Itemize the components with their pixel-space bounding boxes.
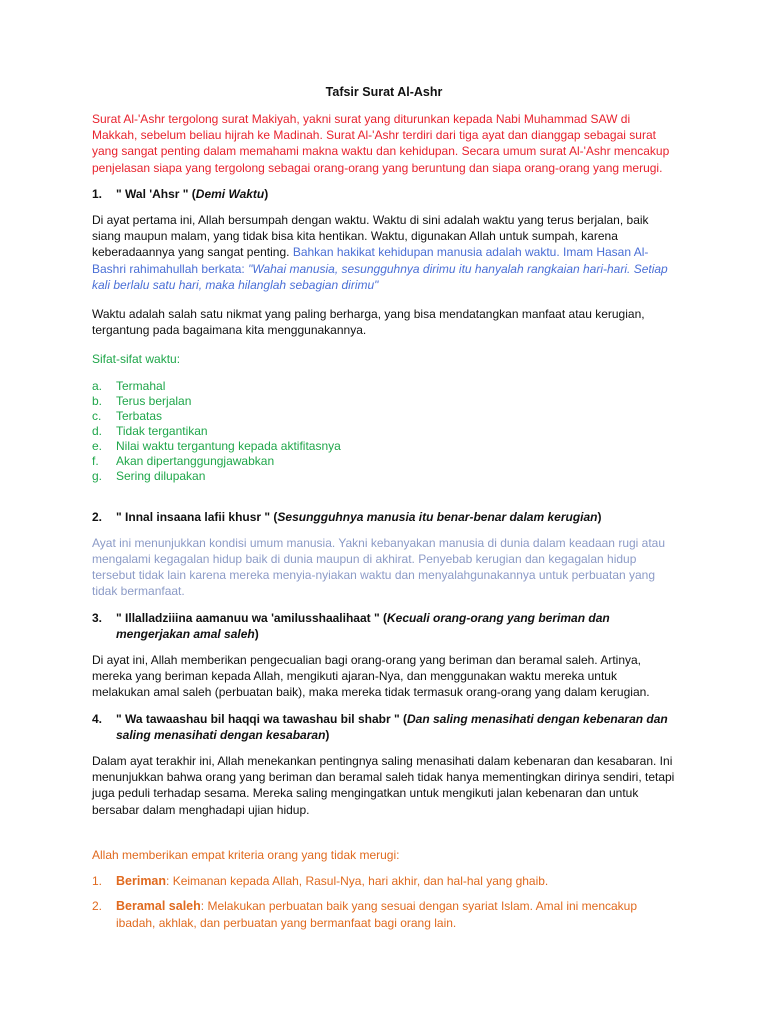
list-item: g. Sering dilupakan bbox=[92, 468, 206, 483]
list-item: 2. Beramal saleh: Melakukan perbuatan baik yang sesuai dengan syariat Islam. Amal ini mencakup ibadah, akhlak, dan perbuatan yang bermanfaat bagi orang lain. bbox=[92, 899, 638, 930]
verse-2-explanation: Ayat ini menunjukkan kondisi umum manusia. Yakni kebanyakan manusia di dunia dalam keadaan rugi atau mengalami kegagalan hidup baik di dunia maupun di akhirat. Penyebab kerugian dan kegagalan hidup tersebut tidak lain karena mereka menyia-nyiakan waktu dan menyalahgunakannya untuk perbuatan yang tidak bermanfaat. bbox=[92, 535, 666, 599]
intro-paragraph: Surat Al-'Ashr tergolong surat Makiyah, yakni surat yang diturunkan kepada Nabi Muhammad SAW di Makkah, sebelum beliau hijrah ke Madinah. Surat Al-'Ashr terdiri dari tiga ayat dan dianggap sebagai surat yang sangat penting dalam memahami makna waktu dan kehidupan. Secara umum surat Al-'Ashr mencakup penjelasan siapa yang tergolong sebagai orang-orang yang beruntung dan siapa orang-orang yang merugi. bbox=[92, 112, 670, 175]
verse-number: 1. bbox=[92, 186, 103, 201]
verse-text: " Wal 'Ahsr " ( bbox=[116, 186, 196, 201]
verse-4-explanation: Dalam ayat terakhir ini, Allah menekankan pentingnya saling menasihati dalam kebenaran dan kesabaran. Ini menunjukkan bahwa orang yang beriman dan beramal saleh tidak hanya mementingkan dirinya sendiri, tetapi juga peduli terhadap sesama. Mereka saling mengingatkan untuk mengikuti jalan kebenaran dan untuk bersabar dalam menghadapi ujian hidup. bbox=[92, 754, 675, 817]
verse-text: " Wa tawaashau bil haqqi wa tawashau bil shabr " ( bbox=[116, 711, 407, 726]
verse-number: 3. bbox=[92, 610, 103, 625]
verse-3-explanation: Di ayat ini, Allah memberikan pengecualian bagi orang-orang yang beriman dan beramal saleh. Artinya, mereka yang beriman kepada Allah, mengikuti ajaran-Nya, dan menggunakan waktu mereka untuk melakukan amal saleh (perbuatan baik), maka mereka tidak termasuk orang-orang yang dalam kerugian. bbox=[92, 653, 650, 700]
hasan-bashri-intro: Bahkan hakikat kehidupan manusia adalah waktu. Imam Hasan Al-Bashri rahimahullah berkata: bbox=[92, 245, 649, 276]
verse-text: " Innal insaana lafii khusr " ( bbox=[116, 509, 278, 524]
verse-meaning: Kecuali orang-orang yang beriman dan mengerjakan amal saleh bbox=[116, 610, 610, 641]
verse-heading-3: 3. " Illalladziiina aamanuu wa 'amilusshaalihaat " (Kecuali orang-orang yang beriman dan mengerjakan amal saleh) bbox=[92, 610, 610, 641]
traits-label: Sifat-sifat waktu: bbox=[92, 352, 181, 367]
criteria-list bbox=[92, 873, 676, 931]
criteria-label: Allah memberikan empat kriteria orang yang tidak merugi: bbox=[92, 847, 400, 862]
document-title: Tafsir Surat Al-Ashr bbox=[325, 85, 443, 99]
verse-text: " Illalladziiina aamanuu wa 'amilusshaalihaat " ( bbox=[116, 610, 387, 625]
verse-meaning: Demi Waktu bbox=[195, 186, 265, 201]
criteria-term: Beramal saleh bbox=[116, 899, 201, 914]
verse-meaning: Dan saling menasihati dengan kebenaran dan saling menasihati dengan kesabaran bbox=[116, 711, 668, 742]
verse-heading-1: 1. " Wal 'Ahsr " (Demi Waktu) bbox=[92, 186, 269, 201]
list-item: f. Akan dipertanggungjawabkan bbox=[92, 453, 275, 468]
document-page bbox=[92, 84, 676, 931]
list-item: b. Terus berjalan bbox=[92, 393, 192, 408]
traits-list bbox=[92, 379, 676, 484]
verse-1-paragraph-2: Waktu adalah salah satu nikmat yang paling berharga, yang bisa mendatangkan manfaat atau kerugian, tergantung pada bagaimana kita menggunakannya. bbox=[92, 307, 645, 338]
verse-heading-4: 4. " Wa tawaashau bil haqqi wa tawashau bil shabr " (Dan saling menasihati dengan kebenaran dan saling menasihati dengan kesabaran) bbox=[92, 711, 668, 742]
list-item: a. Termahal bbox=[92, 378, 166, 393]
criteria-term: Beriman bbox=[116, 874, 167, 889]
list-item: d. Tidak tergantikan bbox=[92, 423, 208, 438]
verse-number: 2. bbox=[92, 509, 103, 524]
list-item: c. Terbatas bbox=[92, 408, 163, 423]
list-item: 1. Beriman: Keimanan kepada Allah, Rasul-Nya, hari akhir, dan hal-hal yang ghaib. bbox=[92, 874, 549, 889]
verse-meaning: Sesungguhnya manusia itu benar-benar dalam kerugian bbox=[277, 509, 598, 524]
list-item: e. Nilai waktu tergantung kepada aktifitasnya bbox=[92, 438, 341, 453]
verse-1-explanation: Di ayat pertama ini, Allah bersumpah dengan waktu. Waktu di sini adalah waktu yang terus berjalan, baik siang maupun malam, yang tidak bisa kita hentikan. Waktu, digunakan Allah untuk sumpah, karena keberadaannya yang sangat penting. Bahkan hakikat kehidupan manusia adalah waktu. Imam Hasan Al-Bashri rahimahullah berkata: "Wahai manusia, sesungguhnya dirimu itu hanyalah rangkaian hari-hari. Setiap kali berlalu satu hari, maka hilanglah sebagian dirimu" bbox=[92, 213, 668, 292]
verse-number: 4. bbox=[92, 711, 103, 726]
hasan-bashri-quote: "Wahai manusia, sesungguhnya dirimu itu hanyalah rangkaian hari-hari. Setiap kali berlalu satu hari, maka hilanglah sebagian dirimu" bbox=[92, 261, 668, 292]
verse-heading-2: 2. " Innal insaana lafii khusr " (Sesungguhnya manusia itu benar-benar dalam kerugian) bbox=[92, 509, 602, 524]
